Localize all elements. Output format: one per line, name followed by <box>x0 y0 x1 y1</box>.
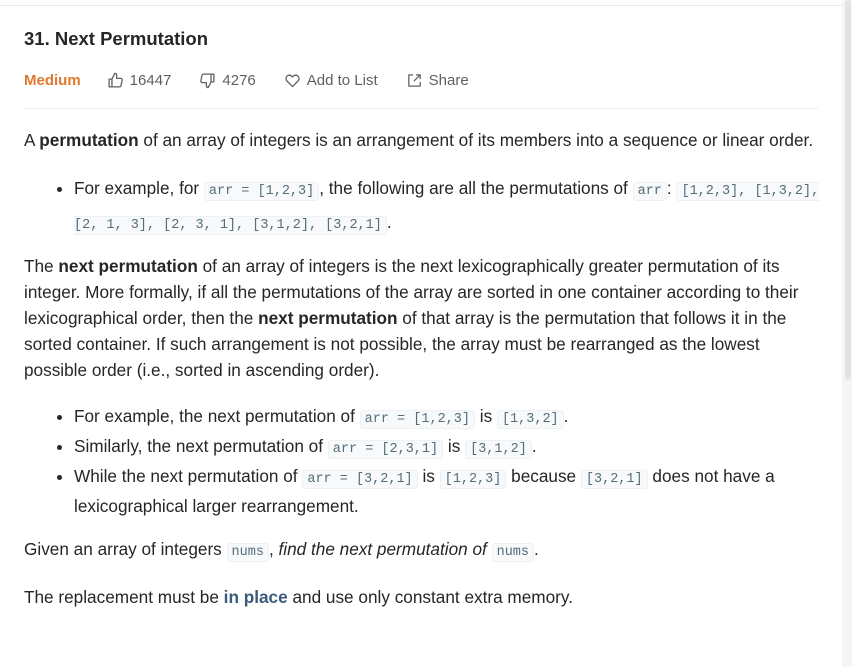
inline-code: [3,2,1] <box>581 470 648 489</box>
problem-title: 31. Next Permutation <box>24 28 209 49</box>
text: While the next permutation of <box>74 466 303 486</box>
likes-count: 16447 <box>129 71 172 89</box>
text: because <box>506 466 581 486</box>
bold-term: next permutation <box>258 308 398 328</box>
list-item <box>74 463 820 520</box>
text: For example, for <box>74 178 204 198</box>
description-paragraph <box>24 253 820 383</box>
description-paragraph <box>24 127 820 153</box>
like-button[interactable] <box>107 72 172 89</box>
text: and use only constant extra memory. <box>287 587 573 607</box>
text: of an array of integers is an arrangement of its members into a sequence or linear order. <box>138 130 814 150</box>
difficulty-badge: Medium <box>24 71 81 89</box>
text: is <box>474 406 497 426</box>
scrollbar-thumb[interactable] <box>845 0 851 380</box>
thumbs-down-icon <box>199 72 216 89</box>
italic-text: find the next permutation of <box>278 539 487 559</box>
text: : <box>666 178 677 198</box>
inline-code: arr = [3,2,1] <box>302 470 417 489</box>
bold-term: next permutation <box>58 256 198 276</box>
text: is <box>417 466 440 486</box>
example-list <box>24 403 820 520</box>
text: . <box>534 539 539 559</box>
add-to-list-label: Add to List <box>306 71 378 89</box>
thumbs-up-icon <box>107 72 124 89</box>
text: . <box>563 406 569 426</box>
inline-code: arr = [1,2,3] <box>204 182 319 201</box>
add-to-list-button[interactable] <box>284 72 378 89</box>
text: For example, the next permutation of <box>74 406 360 426</box>
inline-code: nums <box>492 543 534 562</box>
share-icon <box>406 72 423 89</box>
text: , the following are all the permutations of <box>319 178 633 198</box>
scrollbar[interactable] <box>842 0 852 667</box>
text: of that array is the permutation that follows it in the sorted container. If such arrangement is not possible, the array must be rearranged as the lowest possible order (i.e., sorted in ascending order). <box>24 308 787 380</box>
inline-code: nums <box>227 543 269 562</box>
text: Similarly, the next permutation of <box>74 436 328 456</box>
inline-code: arr = [1,2,3] <box>360 410 475 429</box>
text: does not have a lexicographical larger rearrangement. <box>74 466 775 516</box>
problem-description <box>24 127 820 610</box>
text: The replacement must be <box>24 587 224 607</box>
text: , <box>268 539 279 559</box>
dislikes-count: 4276 <box>222 71 256 89</box>
description-paragraph <box>24 584 820 610</box>
inline-code: [3,1,2] <box>465 440 532 459</box>
share-button[interactable] <box>406 72 469 89</box>
text: Given an array of integers <box>24 539 227 559</box>
text <box>487 539 492 559</box>
text: A <box>24 130 40 150</box>
example-list <box>24 173 820 241</box>
bold-term: permutation <box>39 130 139 150</box>
description-paragraph <box>24 536 820 566</box>
text: . <box>386 212 392 232</box>
list-item <box>74 173 820 241</box>
inline-code: [1,2,3] <box>440 470 507 489</box>
inline-code: arr = [2,3,1] <box>328 440 443 459</box>
text: is <box>443 436 466 456</box>
list-item <box>74 433 820 463</box>
divider <box>24 108 818 109</box>
heart-icon <box>284 72 301 89</box>
inline-code: [1,3,2] <box>497 410 564 429</box>
inline-code: [1,2,3], [1,3,2], [2, 1, 3], [2, 3, 1], [3,1,2], [3,2,1] <box>74 184 820 233</box>
inline-code: arr <box>633 182 667 201</box>
problem-meta-bar <box>24 68 497 92</box>
dislike-button[interactable] <box>199 72 255 89</box>
text: . <box>531 436 537 456</box>
share-label: Share <box>428 71 469 89</box>
list-item <box>74 403 820 433</box>
top-border <box>0 0 842 6</box>
text: of an array of integers is the next lexicographically greater permutation of its integer. More formally, if all the permutations of the array are sorted in one container according to their lexicographical order, then the <box>24 256 799 328</box>
in-place-link[interactable]: in place <box>223 587 288 607</box>
text: The <box>24 256 59 276</box>
